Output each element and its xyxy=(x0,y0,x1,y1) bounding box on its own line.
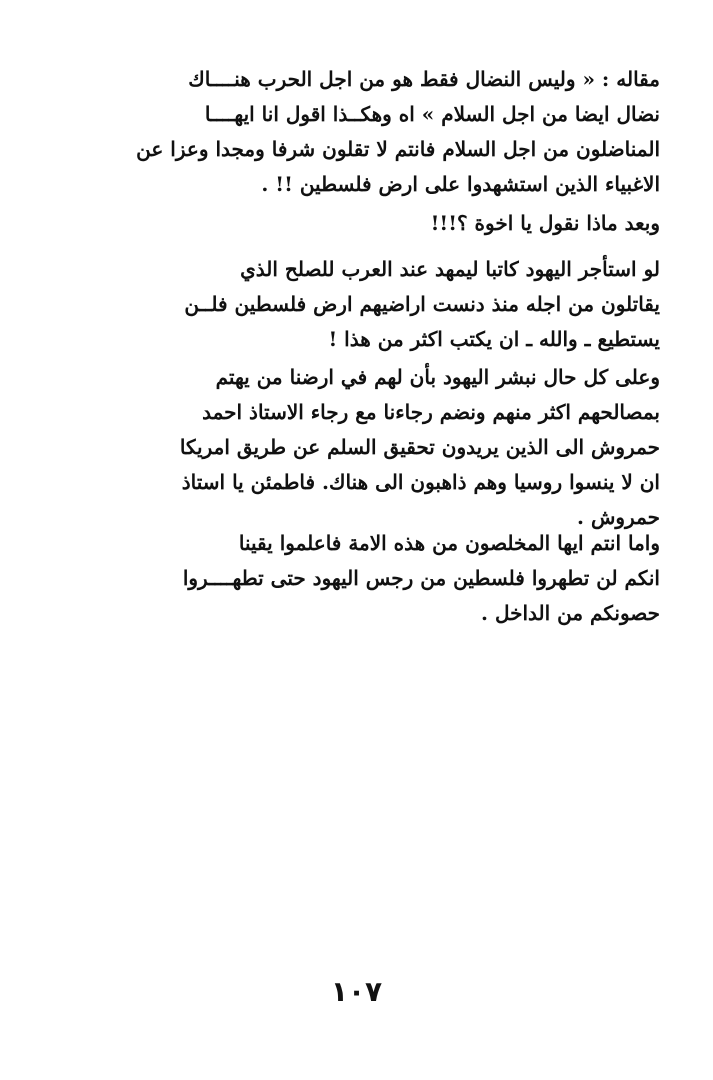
paragraph-3 xyxy=(64,252,660,357)
paragraph-2 xyxy=(64,206,660,241)
text-line: لو استأجر اليهود كاتبا ليمهد عند العرب للصلح الذي xyxy=(240,257,660,281)
text-line: واما انتم ايها المخلصون من هذه الامة فاعلموا يقينا xyxy=(238,531,660,555)
text-line: مقاله : « وليس النضال فقط هو من اجل الحرب هنــــاك xyxy=(188,67,660,91)
paragraph-1 xyxy=(64,62,660,202)
text-line: ان لا ينسوا روسيا وهم ذاهبون الى هناك. فاطمئن يا استاذ xyxy=(181,470,660,494)
text-line: وبعد ماذا نقول يا اخوة ؟!!! xyxy=(430,211,660,235)
paragraph-5 xyxy=(64,526,660,631)
text-line: بمصالحهم اكثر منهم ونضم رجاءنا مع رجاء الاستاذ احمد xyxy=(202,400,660,424)
page-number: ١٠٧ xyxy=(330,975,383,1008)
text-line: انكم لن تطهروا فلسطين من رجس اليهود حتى تطهــــروا xyxy=(182,566,660,590)
paragraph-4 xyxy=(64,360,660,535)
text-line: يستطيع ـ والله ـ ان يكتب اكثر من هذا ! xyxy=(328,327,660,351)
text-line: المناضلون من اجل السلام فانتم لا تقلون شرفا ومجدا وعزا عن xyxy=(136,137,660,161)
text-line: نضال ايضا من اجل السلام » اه وهكــذا اقول انا ايهــــا xyxy=(204,102,660,126)
text-line: حصونكم من الداخل . xyxy=(481,601,660,625)
text-line: حمروش الى الذين يريدون تحقيق السلم عن طريق امريكا xyxy=(179,435,660,459)
text-line: يقاتلون من اجله منذ دنست اراضيهم ارض فلسطين فلــن xyxy=(184,292,660,316)
text-line: وعلى كل حال نبشر اليهود بأن لهم في ارضنا من يهتم xyxy=(215,365,660,389)
text-line: حمروش . xyxy=(577,505,660,529)
text-line: الاغبياء الذين استشهدوا على ارض فلسطين !! . xyxy=(261,172,660,196)
